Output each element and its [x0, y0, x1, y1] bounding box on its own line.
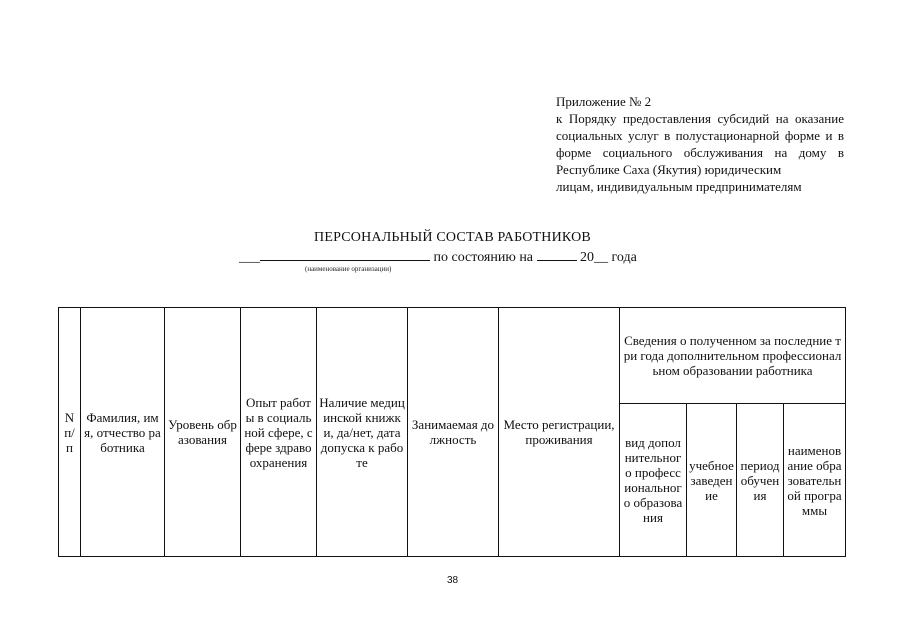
header-position: Занимаемая должность — [408, 308, 499, 557]
document-title: ПЕРСОНАЛЬНЫЙ СОСТАВ РАБОТНИКОВ — [314, 230, 591, 245]
header-experience: Опыт работы в социальной сфере, сфере здравоохранения — [241, 308, 317, 557]
header-number: N п/п — [59, 308, 81, 557]
appendix-number: Приложение № 2 — [556, 94, 652, 109]
appendix-text: к Порядку предоставления субсидий на оказание социальных услуг в полустационарной форме и в форме социального обслуживания на дому в Республике Саха (Якутия) юридическим — [556, 111, 844, 177]
date-line — [239, 248, 637, 266]
header-residence: Место регистрации, проживания — [499, 308, 620, 557]
subheader-institution: учебное заведение — [687, 404, 737, 557]
org-prefix: ___ — [239, 250, 260, 265]
org-name-blank — [260, 248, 430, 261]
org-name-note: (наименование организации) — [305, 265, 392, 273]
date-blank — [537, 248, 577, 261]
header-full-name: Фамилия, имя, отчество работника — [81, 308, 165, 557]
subheader-study-period: период обучения — [737, 404, 784, 557]
subheader-education-type: вид дополнительного профессионального образования — [620, 404, 687, 557]
date-line-year: 20__ года — [576, 250, 637, 265]
appendix-block — [556, 93, 844, 195]
header-additional-education: Сведения о полученном за последние три года дополнительном профессиональном образовании работника — [620, 308, 846, 404]
header-medical-book: Наличие медицинской книжки, да/нет, дата допуска к работе — [317, 308, 408, 557]
personnel-table — [58, 307, 846, 557]
subheader-program-name: наименование образовательной программы — [784, 404, 846, 557]
appendix-last-line: лицам, индивидуальным предпринимателям — [556, 179, 802, 194]
header-education: Уровень образования — [165, 308, 241, 557]
date-line-middle: по состоянию на — [430, 250, 537, 265]
page-number: 38 — [446, 575, 459, 586]
